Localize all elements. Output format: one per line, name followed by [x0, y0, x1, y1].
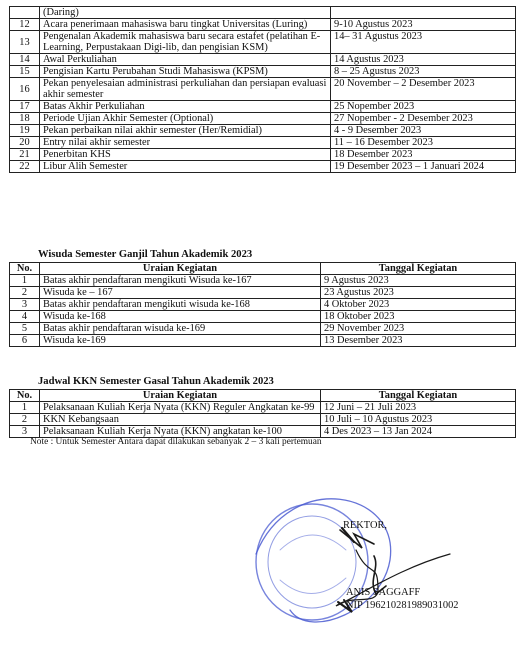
row-number: 17 — [10, 101, 40, 113]
row-activity: Awal Perkuliahan — [40, 54, 331, 66]
row-activity: Wisuda ke-169 — [40, 335, 321, 347]
row-activity: Wisuda ke – 167 — [40, 287, 321, 299]
table-row — [10, 54, 516, 66]
table-row — [10, 66, 516, 78]
row-number: 22 — [10, 161, 40, 173]
row-date: 27 Nopember - 2 Desember 2023 — [331, 113, 516, 125]
table-row — [10, 113, 516, 125]
row-date: 11 – 16 Desember 2023 — [331, 137, 516, 149]
table-row — [10, 149, 516, 161]
row-number: 18 — [10, 113, 40, 125]
row-number: 6 — [10, 335, 40, 347]
row-activity: Pekan perbaikan nilai akhir semester (Her/Remidial) — [40, 125, 331, 137]
table-row — [10, 275, 516, 287]
row-date: 23 Agustus 2023 — [321, 287, 516, 299]
row-date: 18 Oktober 2023 — [321, 311, 516, 323]
row-date: 13 Desember 2023 — [321, 335, 516, 347]
row-date: 19 Desember 2023 – 1 Januari 2024 — [331, 161, 516, 173]
table-row — [10, 426, 516, 438]
row-date: 14 Agustus 2023 — [331, 54, 516, 66]
row-date: 14– 31 Agustus 2023 — [331, 31, 516, 54]
row-activity: Batas akhir pendaftaran mengikuti wisuda ke-168 — [40, 299, 321, 311]
row-activity: (Daring) — [40, 7, 331, 19]
row-date: 8 – 25 Agustus 2023 — [331, 66, 516, 78]
row-activity: Acara penerimaan mahasiswa baru tingkat Universitas (Luring) — [40, 19, 331, 31]
row-activity: Wisuda ke-168 — [40, 311, 321, 323]
row-number: 15 — [10, 66, 40, 78]
header-tanggal: Tanggal Kegiatan — [321, 390, 516, 402]
table-row — [10, 335, 516, 347]
row-activity: Libur Alih Semester — [40, 161, 331, 173]
table-row — [10, 323, 516, 335]
row-activity: Batas akhir pendaftaran wisuda ke-169 — [40, 323, 321, 335]
row-number: 20 — [10, 137, 40, 149]
table-row — [10, 101, 516, 113]
row-number: 2 — [10, 414, 40, 426]
row-activity: Pengenalan Akademik mahasiswa baru secara estafet (pelatihan E-Learning, Perpustakaan Digi-lib, dan pengisian KSM) — [40, 31, 331, 54]
row-date: 4 Des 2023 – 13 Jan 2024 — [321, 426, 516, 438]
row-activity: Pelaksanaan Kuliah Kerja Nyata (KKN) Reguler Angkatan ke-99 — [40, 402, 321, 414]
table-row — [10, 125, 516, 137]
header-uraian: Uraian Kegiatan — [40, 390, 321, 402]
note-text: Note : Untuk Semester Antara dapat dilakukan sebanyak 2 – 3 kali pertemuan — [30, 437, 322, 447]
row-date: 9 Agustus 2023 — [321, 275, 516, 287]
row-date: 4 Oktober 2023 — [321, 299, 516, 311]
row-activity: Pelaksanaan Kuliah Kerja Nyata (KKN) angkatan ke-100 — [40, 426, 321, 438]
table-row — [10, 414, 516, 426]
row-date: 18 Desember 2023 — [331, 149, 516, 161]
table-header-row — [10, 263, 516, 275]
row-date: 12 Juni – 21 Juli 2023 — [321, 402, 516, 414]
row-date: 4 - 9 Desember 2023 — [331, 125, 516, 137]
university-seal-icon — [250, 490, 520, 650]
table-row — [10, 402, 516, 414]
header-uraian: Uraian Kegiatan — [40, 263, 321, 275]
table-row — [10, 7, 516, 19]
table-header-row — [10, 390, 516, 402]
row-date: 25 Nopember 2023 — [331, 101, 516, 113]
row-activity: Pengisian Kartu Perubahan Studi Mahasiswa (KPSM) — [40, 66, 331, 78]
row-activity: Periode Ujian Akhir Semester (Optional) — [40, 113, 331, 125]
row-date — [331, 7, 516, 19]
row-activity: Batas akhir pendaftaran mengikuti Wisuda ke-167 — [40, 275, 321, 287]
signer-title: REKTOR, — [343, 520, 387, 531]
academic-calendar-table — [9, 6, 516, 173]
row-number: 16 — [10, 78, 40, 101]
kkn-table — [9, 389, 516, 438]
row-activity: KKN Kebangsaan — [40, 414, 321, 426]
row-date: 9-10 Agustus 2023 — [331, 19, 516, 31]
row-activity: Entry nilai akhir semester — [40, 137, 331, 149]
row-date: 29 November 2023 — [321, 323, 516, 335]
header-no: No. — [10, 390, 40, 402]
row-number: 14 — [10, 54, 40, 66]
row-activity: Batas Akhir Perkuliahan — [40, 101, 331, 113]
table-row — [10, 311, 516, 323]
wisuda-table — [9, 262, 516, 347]
table-row — [10, 299, 516, 311]
row-number: 1 — [10, 402, 40, 414]
header-no: No. — [10, 263, 40, 275]
table-row — [10, 161, 516, 173]
row-activity: Pekan penyelesaian administrasi perkuliahan dan persiapan evaluasi akhir semester — [40, 78, 331, 101]
row-number: 2 — [10, 287, 40, 299]
row-number: 12 — [10, 19, 40, 31]
row-number: 3 — [10, 299, 40, 311]
signer-nip: NIP 196210281989031002 — [346, 600, 459, 611]
row-date: 10 Juli – 10 Agustus 2023 — [321, 414, 516, 426]
row-number — [10, 7, 40, 19]
table-row — [10, 19, 516, 31]
row-number: 19 — [10, 125, 40, 137]
table-row — [10, 31, 516, 54]
header-tanggal: Tanggal Kegiatan — [321, 263, 516, 275]
row-number: 21 — [10, 149, 40, 161]
kkn-section-title: Jadwal KKN Semester Gasal Tahun Akademik 2023 — [38, 376, 274, 387]
table-row — [10, 287, 516, 299]
wisuda-section-title: Wisuda Semester Ganjil Tahun Akademik 2023 — [38, 249, 253, 260]
row-number: 5 — [10, 323, 40, 335]
row-number: 3 — [10, 426, 40, 438]
row-date: 20 November – 2 Desember 2023 — [331, 78, 516, 101]
signer-name: ANIS SAGGAFF — [346, 587, 421, 598]
row-activity: Penerbitan KHS — [40, 149, 331, 161]
row-number: 1 — [10, 275, 40, 287]
row-number: 13 — [10, 31, 40, 54]
signature-block — [250, 490, 520, 650]
table-row — [10, 137, 516, 149]
table-row — [10, 78, 516, 101]
row-number: 4 — [10, 311, 40, 323]
